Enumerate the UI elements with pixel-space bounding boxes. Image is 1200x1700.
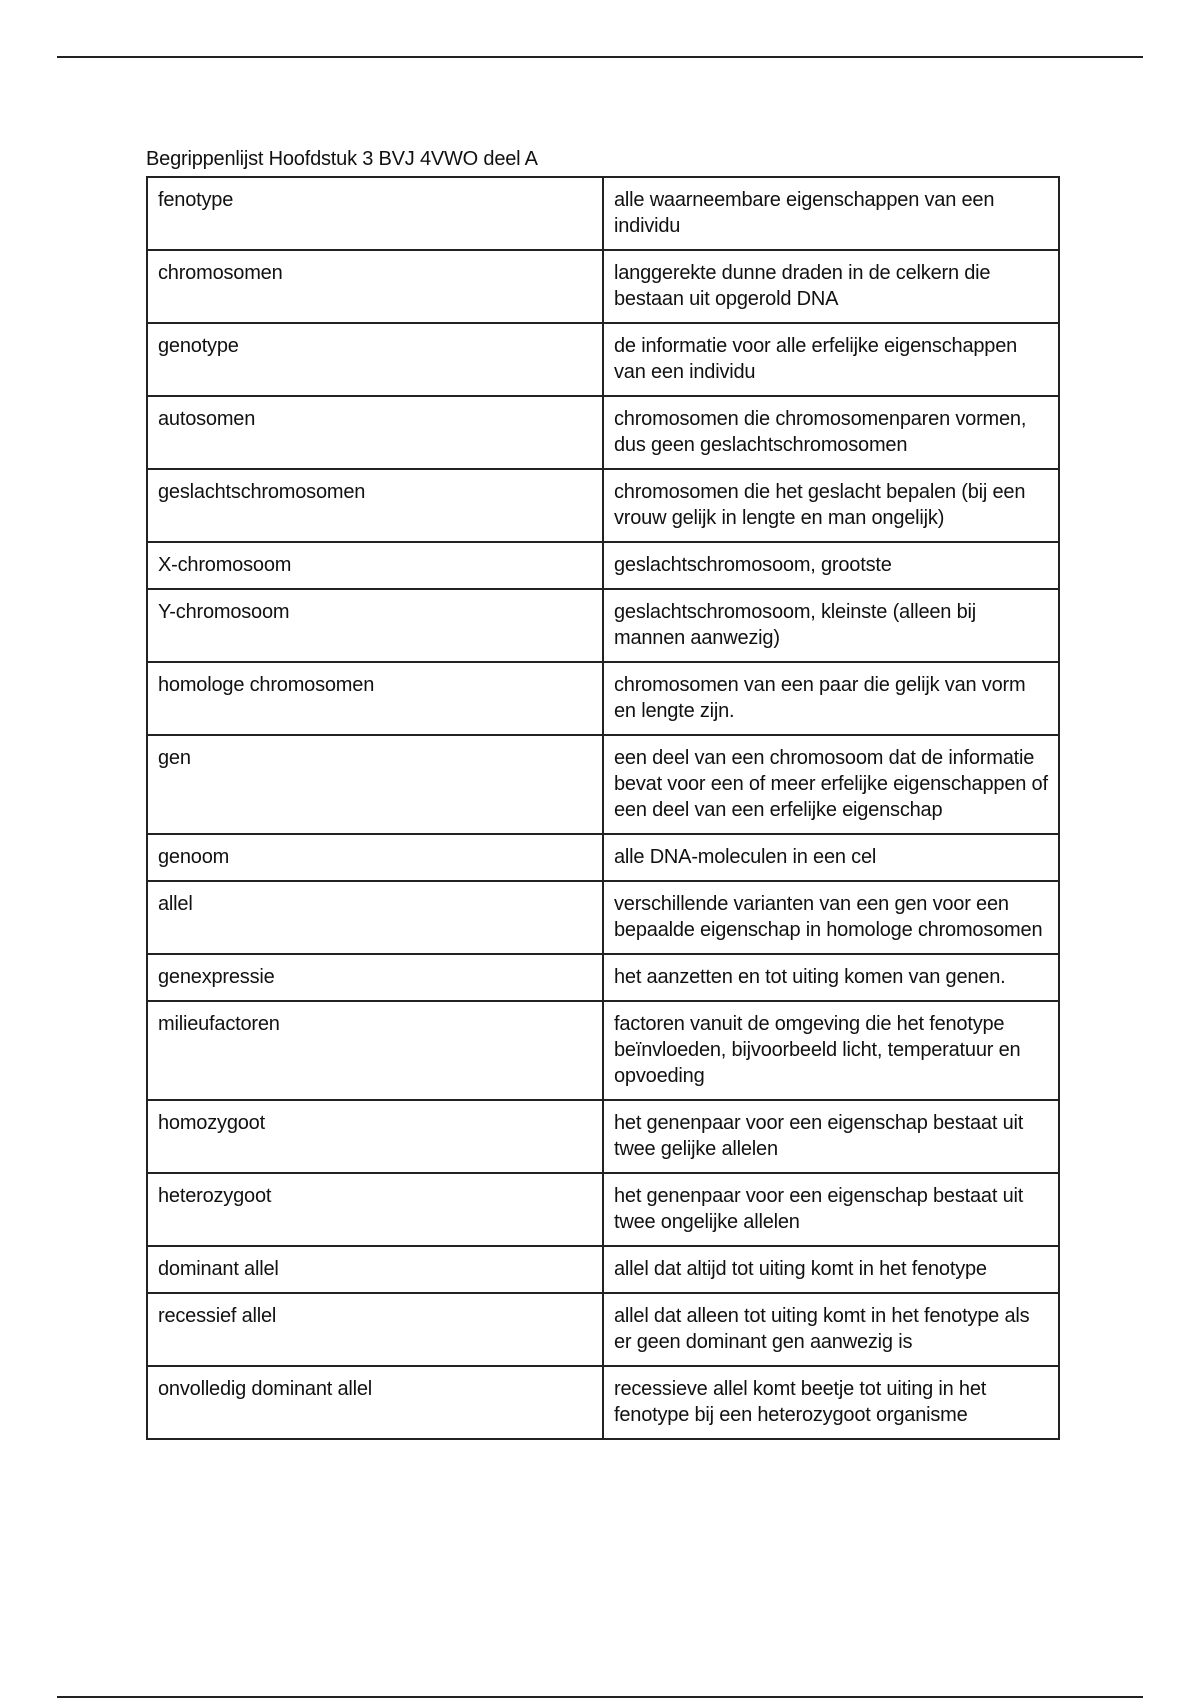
header-divider — [57, 56, 1143, 58]
table-row — [147, 1246, 1059, 1293]
definition-cell: chromosomen die chromosomenparen vormen, dus geen geslachtschromosomen — [603, 396, 1059, 469]
definition-cell: het genenpaar voor een eigenschap bestaat uit twee ongelijke allelen — [603, 1173, 1059, 1246]
definition-cell: chromosomen van een paar die gelijk van vorm en lengte zijn. — [603, 662, 1059, 735]
table-row — [147, 735, 1059, 834]
footer-divider — [57, 1696, 1143, 1698]
glossary-table — [146, 176, 1060, 1440]
term-cell: Y-chromosoom — [147, 589, 603, 662]
term-cell: gen — [147, 735, 603, 834]
table-row — [147, 1293, 1059, 1366]
term-cell: heterozygoot — [147, 1173, 603, 1246]
table-row — [147, 469, 1059, 542]
table-row — [147, 542, 1059, 589]
term-cell: milieufactoren — [147, 1001, 603, 1100]
term-cell: fenotype — [147, 177, 603, 250]
table-row — [147, 1173, 1059, 1246]
table-row — [147, 834, 1059, 881]
definition-cell: recessieve allel komt beetje tot uiting in het fenotype bij een heterozygoot organisme — [603, 1366, 1059, 1439]
term-cell: allel — [147, 881, 603, 954]
definition-cell: chromosomen die het geslacht bepalen (bij een vrouw gelijk in lengte en man ongelijk) — [603, 469, 1059, 542]
table-row — [147, 954, 1059, 1001]
table-row — [147, 177, 1059, 250]
table-row — [147, 1366, 1059, 1439]
definition-cell: een deel van een chromosoom dat de informatie bevat voor een of meer erfelijke eigenschappen of een deel van een erfelijke eigenschap — [603, 735, 1059, 834]
term-cell: geslachtschromosomen — [147, 469, 603, 542]
definition-cell: allel dat alleen tot uiting komt in het fenotype als er geen dominant gen aanwezig is — [603, 1293, 1059, 1366]
term-cell: autosomen — [147, 396, 603, 469]
definition-cell: het aanzetten en tot uiting komen van genen. — [603, 954, 1059, 1001]
term-cell: genotype — [147, 323, 603, 396]
definition-cell: allel dat altijd tot uiting komt in het fenotype — [603, 1246, 1059, 1293]
table-row — [147, 1001, 1059, 1100]
table-row — [147, 250, 1059, 323]
definition-cell: langgerekte dunne draden in de celkern die bestaan uit opgerold DNA — [603, 250, 1059, 323]
term-cell: dominant allel — [147, 1246, 603, 1293]
definition-cell: geslachtschromosoom, grootste — [603, 542, 1059, 589]
term-cell: homologe chromosomen — [147, 662, 603, 735]
definition-cell: factoren vanuit de omgeving die het fenotype beïnvloeden, bijvoorbeeld licht, temperatuur en opvoeding — [603, 1001, 1059, 1100]
term-cell: recessief allel — [147, 1293, 603, 1366]
table-row — [147, 396, 1059, 469]
table-row — [147, 589, 1059, 662]
table-row — [147, 662, 1059, 735]
table-row — [147, 881, 1059, 954]
definition-cell: verschillende varianten van een gen voor een bepaalde eigenschap in homologe chromosomen — [603, 881, 1059, 954]
table-row — [147, 323, 1059, 396]
term-cell: homozygoot — [147, 1100, 603, 1173]
term-cell: chromosomen — [147, 250, 603, 323]
term-cell: X-chromosoom — [147, 542, 603, 589]
term-cell: genexpressie — [147, 954, 603, 1001]
definition-cell: geslachtschromosoom, kleinste (alleen bij mannen aanwezig) — [603, 589, 1059, 662]
table-row — [147, 1100, 1059, 1173]
term-cell: genoom — [147, 834, 603, 881]
definition-cell: het genenpaar voor een eigenschap bestaat uit twee gelijke allelen — [603, 1100, 1059, 1173]
document-title: Begrippenlijst Hoofdstuk 3 BVJ 4VWO deel A — [146, 148, 538, 170]
definition-cell: alle waarneembare eigenschappen van een individu — [603, 177, 1059, 250]
definition-cell: alle DNA-moleculen in een cel — [603, 834, 1059, 881]
definition-cell: de informatie voor alle erfelijke eigenschappen van een individu — [603, 323, 1059, 396]
term-cell: onvolledig dominant allel — [147, 1366, 603, 1439]
